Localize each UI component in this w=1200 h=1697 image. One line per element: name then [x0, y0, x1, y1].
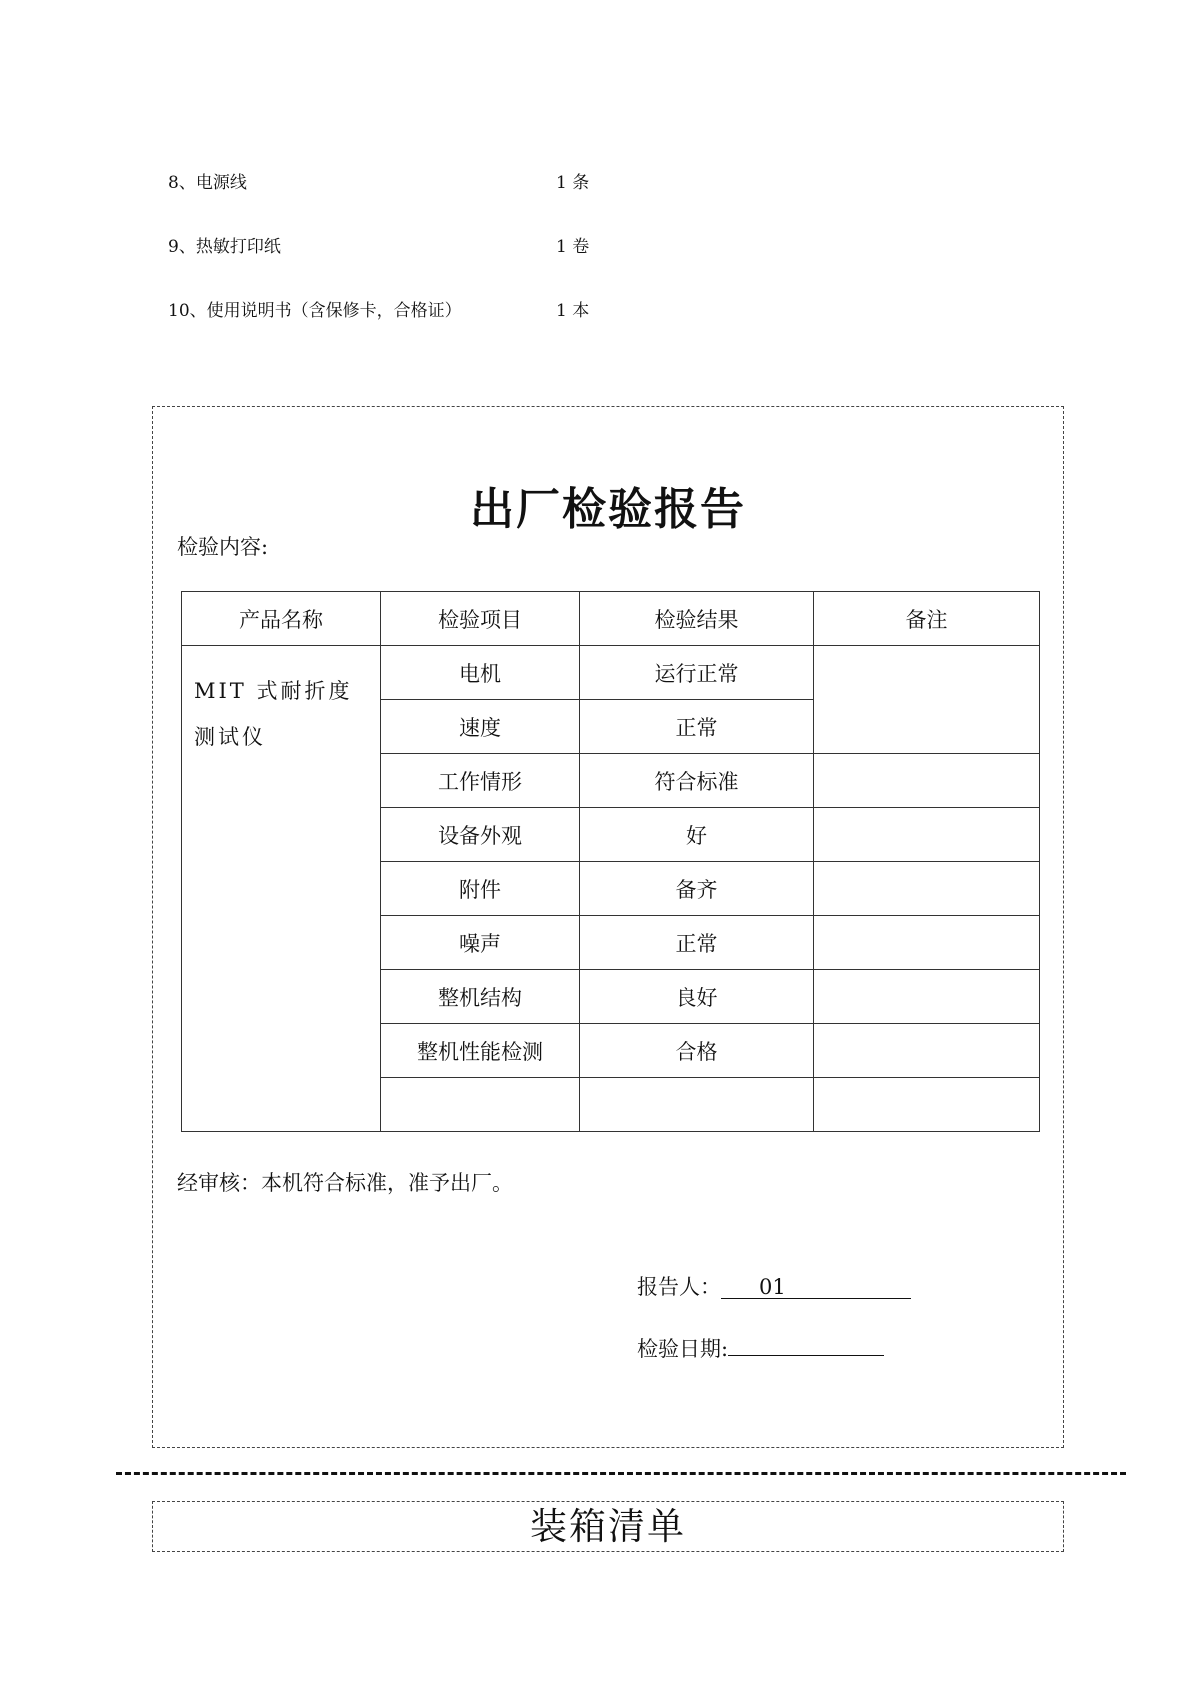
remark-cell: [814, 646, 1040, 754]
list-item: [168, 296, 590, 321]
content-label: 检验内容:: [177, 535, 269, 559]
date-field: [728, 1355, 884, 1356]
result-cell: 合格: [580, 1024, 814, 1078]
item-cell: 工作情形: [381, 754, 580, 808]
header-inspection-item: 检验项目: [381, 592, 580, 646]
reporter-line: [637, 1271, 911, 1301]
result-cell: [580, 1078, 814, 1132]
remark-cell: [814, 754, 1040, 808]
result-cell: 备齐: [580, 862, 814, 916]
remark-cell: [814, 970, 1040, 1024]
list-item: [168, 168, 590, 193]
list-item: [168, 232, 590, 257]
header-remarks: 备注: [814, 592, 1040, 646]
reporter-field: [721, 1276, 911, 1299]
product-name-cell: MIT 式耐折度测试仪: [182, 646, 381, 1132]
remark-cell: [814, 808, 1040, 862]
inspection-table: [181, 591, 1040, 1132]
list-item-name: 8、电源线: [168, 173, 247, 193]
item-cell: 附件: [381, 862, 580, 916]
list-item-name: 10、使用说明书（含保修卡，合格证）: [168, 301, 462, 321]
date-label: 检验日期:: [637, 1337, 729, 1361]
item-cell: 整机性能检测: [381, 1024, 580, 1078]
remark-cell: [814, 916, 1040, 970]
remark-cell: [814, 862, 1040, 916]
cut-line-divider: [116, 1472, 1126, 1475]
list-item-qty: 1 本: [556, 301, 590, 321]
result-cell: 符合标准: [580, 754, 814, 808]
item-cell: 整机结构: [381, 970, 580, 1024]
report-title: 出厂检验报告: [470, 484, 746, 535]
item-cell: 电机: [381, 646, 580, 700]
result-cell: 正常: [580, 700, 814, 754]
item-cell: [381, 1078, 580, 1132]
reporter-label: 报告人：: [637, 1275, 721, 1299]
inspection-report: [152, 406, 1064, 1448]
conclusion-text: 经审核：本机符合标准，准予出厂。: [177, 1171, 513, 1195]
date-line: [637, 1333, 884, 1363]
header-product-name: 产品名称: [182, 592, 381, 646]
list-item-qty: 1 条: [556, 173, 590, 193]
remark-cell: [814, 1024, 1040, 1078]
header-inspection-result: 检验结果: [580, 592, 814, 646]
result-cell: 良好: [580, 970, 814, 1024]
item-cell: 设备外观: [381, 808, 580, 862]
result-cell: 正常: [580, 916, 814, 970]
packing-list-title: 装箱清单: [152, 1501, 1064, 1552]
table-header-row: [182, 592, 1040, 646]
result-cell: 好: [580, 808, 814, 862]
item-cell: 噪声: [381, 916, 580, 970]
item-cell: 速度: [381, 700, 580, 754]
list-item-name: 9、热敏打印纸: [168, 237, 281, 257]
result-cell: 运行正常: [580, 646, 814, 700]
remark-cell: [814, 1078, 1040, 1132]
list-item-qty: 1 卷: [556, 237, 590, 257]
table-row: [182, 646, 1040, 700]
reporter-value: 01: [759, 1275, 786, 1299]
